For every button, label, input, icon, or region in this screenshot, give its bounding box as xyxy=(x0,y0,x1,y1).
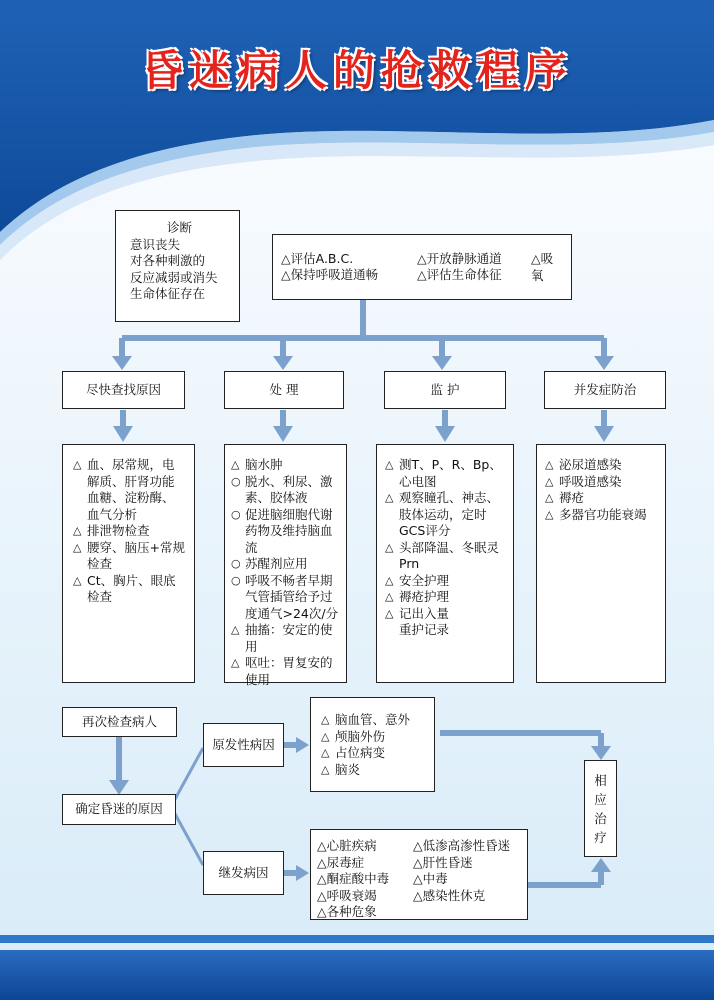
monitor-item: △ 褥疮护理 xyxy=(385,589,505,606)
assessment-item: △保持呼吸道通畅 xyxy=(281,267,379,282)
primary-cause-item: △ 占位病变 xyxy=(321,745,428,762)
primary-cause-box: 原发性病因 xyxy=(203,723,284,767)
cause-detail-box xyxy=(62,444,195,683)
category-complications: 并发症防治 xyxy=(544,371,666,409)
secondary-cause-item: △尿毒症 xyxy=(317,854,365,870)
secondary-cause-item: △各种危象 xyxy=(317,904,377,919)
primary-cause-item: △ 颅脑外伤 xyxy=(321,729,428,746)
cause-item: △ 血、尿常规，电解质、肝肾功能血糖、淀粉酶、血气分析 xyxy=(73,457,186,523)
monitor-item: 重护记录 xyxy=(399,622,450,637)
cause-item: △ 腰穿、脑压+常规检查 xyxy=(73,540,186,573)
final-treatment-label: 相应治疗 xyxy=(594,772,607,845)
monitor-item: △ 头部降温、冬眠灵Prn xyxy=(385,540,505,573)
secondary-cause-item: △酮症酸中毒 xyxy=(317,871,390,886)
complication-item: △ 泌尿道感染 xyxy=(545,457,657,474)
assessment-item: △评估A.B.C. xyxy=(281,251,354,266)
assessment-box xyxy=(272,234,572,300)
diagnosis-line: 意识丧失 xyxy=(130,236,181,252)
primary-cause-detail-box xyxy=(310,697,435,792)
page-title: 昏迷病人的抢救程序 xyxy=(140,46,573,95)
secondary-cause-detail-box xyxy=(310,829,528,920)
complication-item: △ 褥疮 xyxy=(545,490,657,507)
cause-item: △ 排泄物检查 xyxy=(73,523,186,540)
diagnosis-heading: 诊断 xyxy=(166,220,192,235)
complication-item: △ 多器官功能衰竭 xyxy=(545,507,657,524)
recheck-patient-box: 再次检查病人 xyxy=(62,707,177,737)
secondary-cause-item: △感染性休克 xyxy=(413,887,486,903)
treatment-item: ○ 呼吸不畅者早期气管插管给予过度通气>24次/分 xyxy=(231,573,340,623)
confirm-cause-box: 确定昏迷的原因 xyxy=(62,794,176,825)
assessment-item: △开放静脉通道 xyxy=(417,251,502,266)
diagnosis-line: 对各种刺激的 xyxy=(130,253,206,268)
monitoring-detail-box xyxy=(376,444,514,683)
assessment-item: △吸氧 xyxy=(531,251,554,283)
primary-cause-item: △ 脑炎 xyxy=(321,762,428,779)
treatment-item: ○ 苏醒剂应用 xyxy=(231,556,340,573)
secondary-cause-item: △心脏疾病 xyxy=(317,838,377,853)
category-treatment: 处 理 xyxy=(224,371,344,409)
treatment-detail-box xyxy=(224,444,347,687)
secondary-cause-item: △呼吸衰竭 xyxy=(317,887,377,903)
category-find-cause: 尽快查找原因 xyxy=(62,371,185,409)
treatment-item: ○ 促进脑细胞代谢药物及维持脑血流 xyxy=(231,507,340,557)
monitor-item: △ 安全护理 xyxy=(385,573,505,590)
final-treatment-box xyxy=(584,760,617,857)
treatment-item: △ 脑水肿 xyxy=(231,457,340,474)
cause-item: △ Ct、胸片、眼底检查 xyxy=(73,573,186,606)
monitor-item: △ 记出入量 xyxy=(385,606,505,623)
treatment-item: △ 抽搐：安定的使用 xyxy=(231,622,340,655)
complication-item: △ 呼吸道感染 xyxy=(545,474,657,491)
treatment-item: ○ 脱水、利尿、激素、胶体液 xyxy=(231,474,340,507)
assessment-item: △评估生命体征 xyxy=(417,267,502,282)
complication-detail-box xyxy=(536,444,666,683)
secondary-cause-box: 继发病因 xyxy=(203,851,284,895)
diagnosis-box xyxy=(115,210,240,322)
secondary-cause-item: △中毒 xyxy=(413,871,448,886)
secondary-cause-item: △肝性昏迷 xyxy=(413,854,473,870)
diagnosis-line: 生命体征存在 xyxy=(130,286,206,301)
category-monitoring: 监 护 xyxy=(384,371,506,409)
primary-cause-item: △ 脑血管、意外 xyxy=(321,712,428,729)
diagnosis-line: 反应减弱或消失 xyxy=(130,269,218,285)
secondary-cause-item: △低渗高渗性昏迷 xyxy=(413,838,511,853)
monitor-item: △ 测T、P、R、Bp、心电图 xyxy=(385,457,505,490)
treatment-item: △ 呕吐：胃复安的使用 xyxy=(231,655,340,688)
monitor-item: △ 观察瞳孔、神志、肢体运动，定时GCS评分 xyxy=(385,490,505,540)
